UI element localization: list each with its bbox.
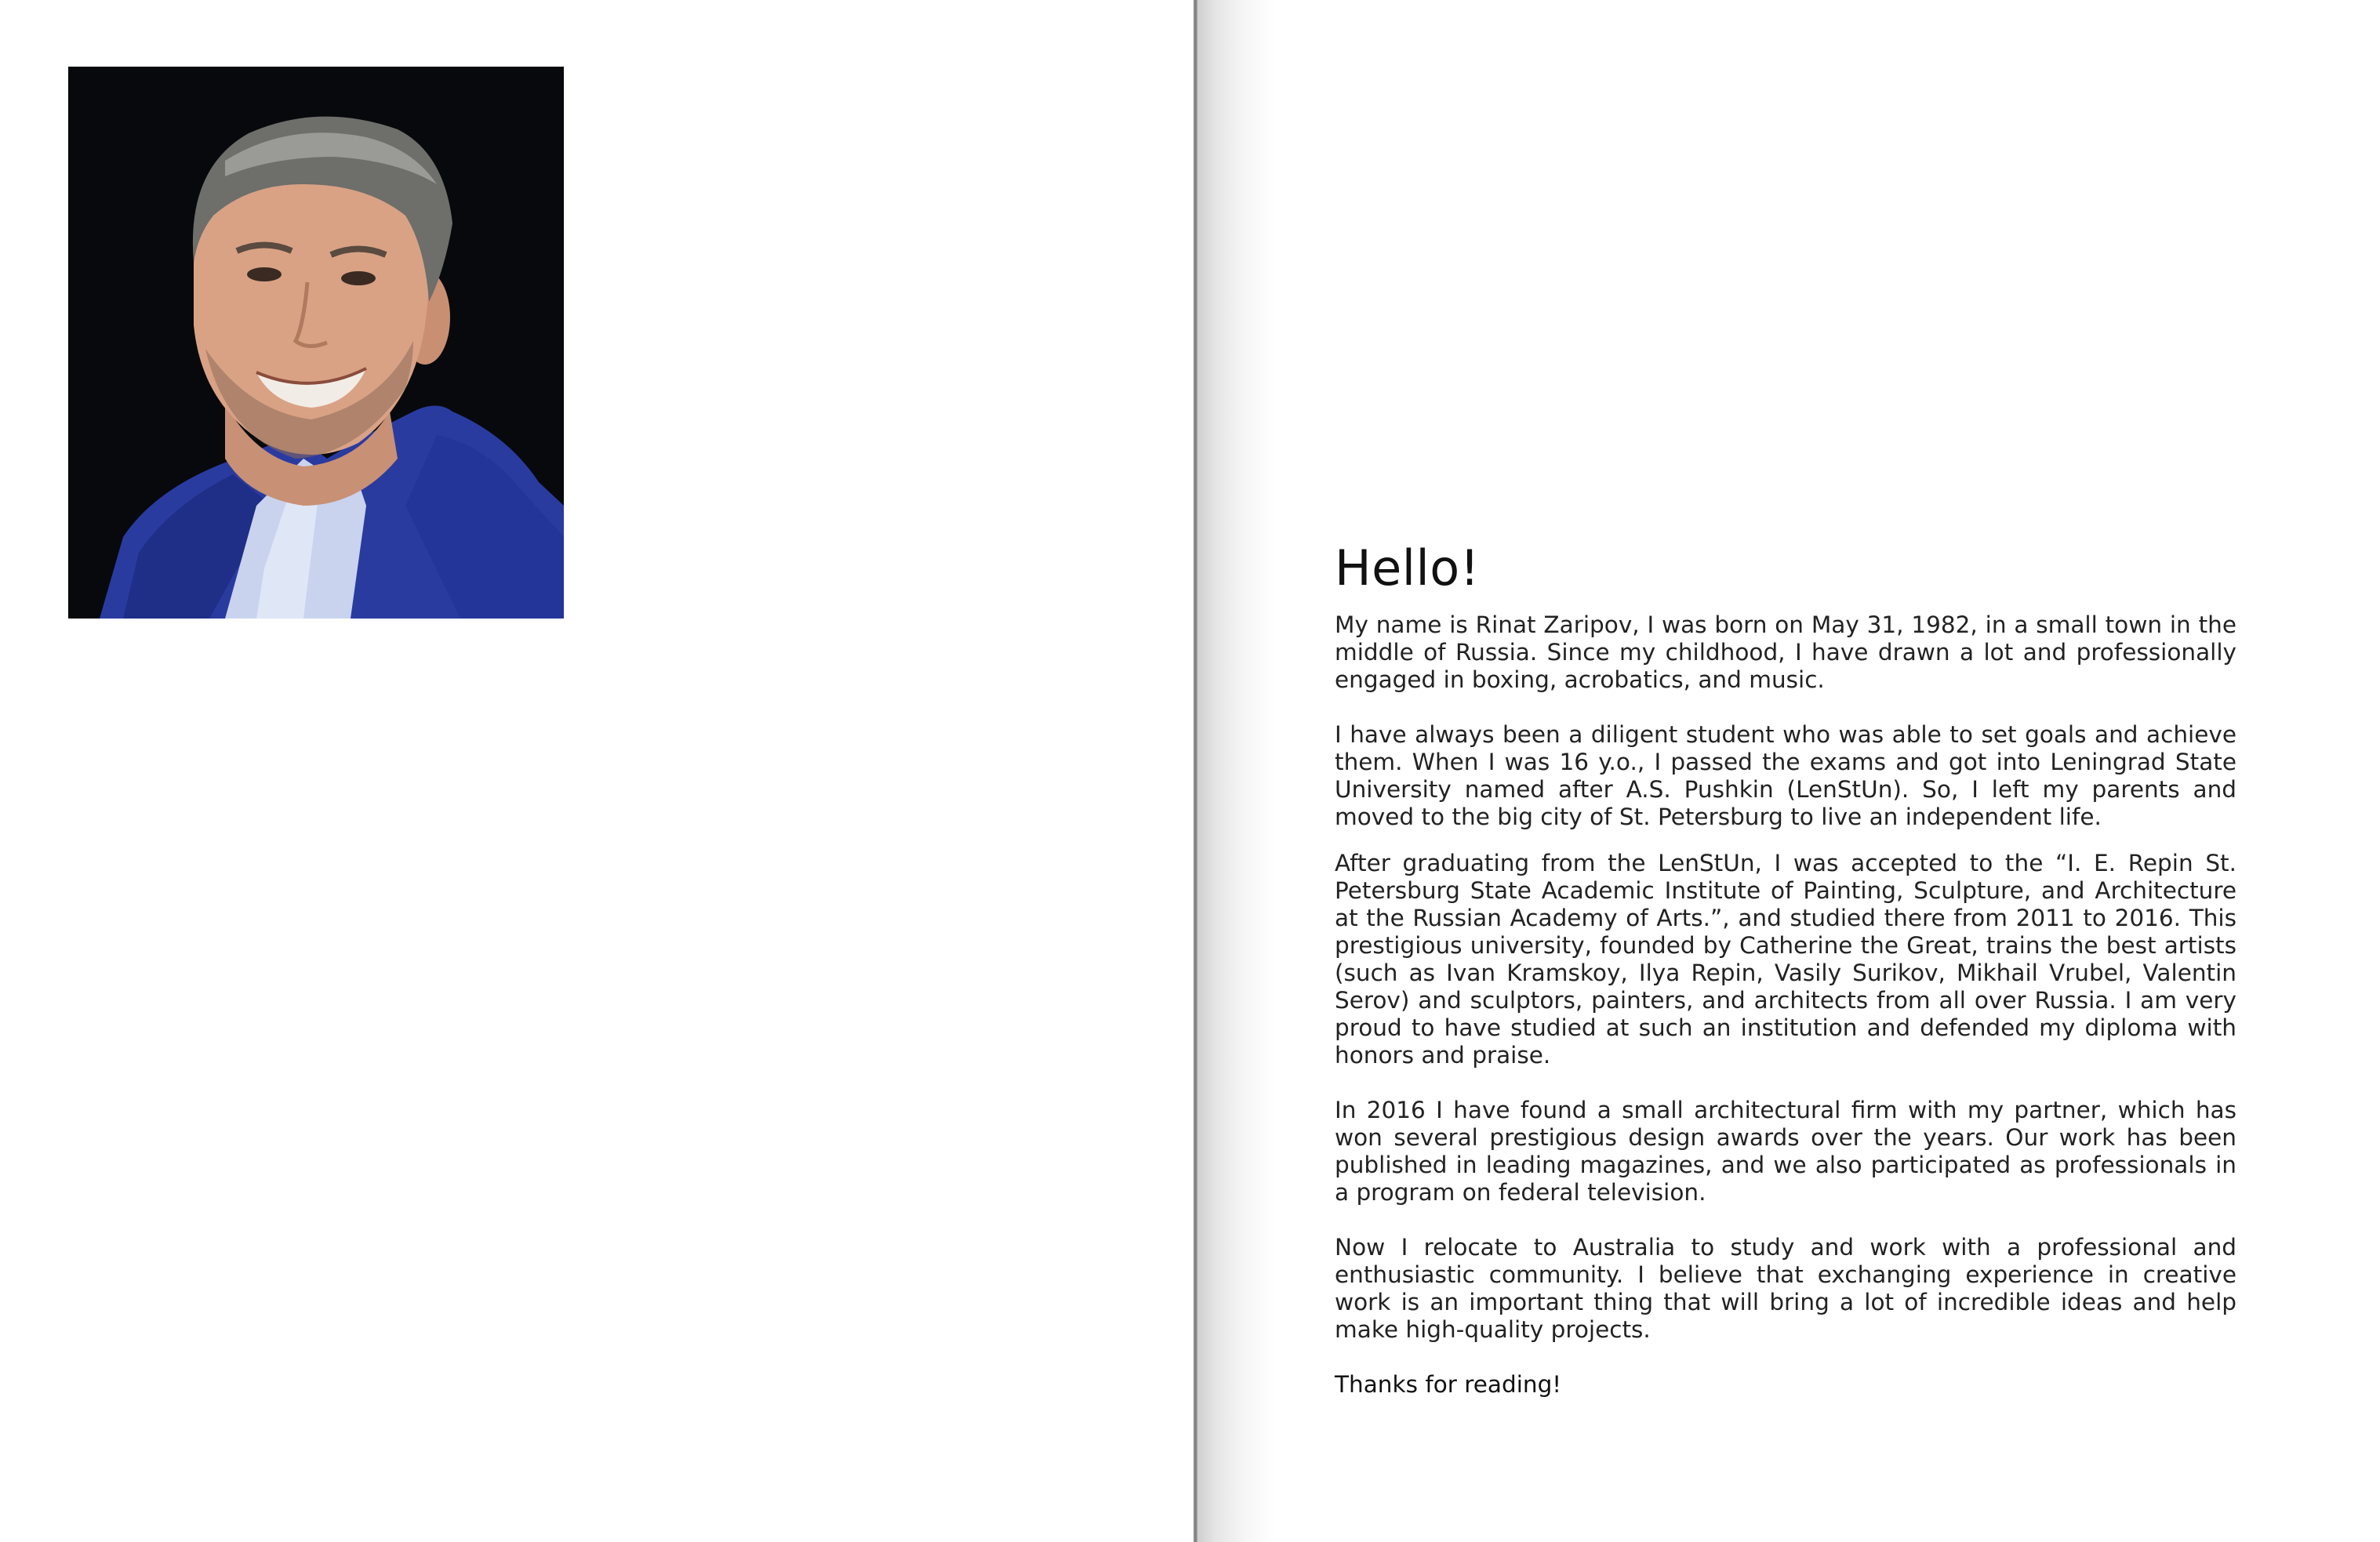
bio-paragraph-1: My name is Rinat Zaripov, I was born on May 31, 1982, in a small town in the middle of Russia. Since my childhood, I have drawn a lot and professionally engaged in boxing, acrobatics, and music. xyxy=(1335,611,2236,693)
bio-paragraph-5: Now I relocate to Australia to study and work with a professional and enthusiastic community. I believe that exchanging experience in creative work is an important thing that will bring a lot of incredible ideas and help make high-quality projects. xyxy=(1335,1234,2236,1343)
bio-paragraph-2: I have always been a diligent student who was able to set goals and achieve them. When I was 16 y.o., I passed the exams and got into Leningrad State University named after A.S. Pushkin (LenStUn). So, I left my parents and moved to the big city of St. Petersburg to live an independent life. xyxy=(1335,721,2236,830)
signoff-text: Thanks for reading! xyxy=(1335,1371,1562,1398)
portrait-photo-icon xyxy=(68,67,564,619)
bio-paragraph-3: After graduating from the LenStUn, I was accepted to the “I. E. Repin St. Petersburg State Academic Institute of Painting, Sculpture, and Architecture at the Russian Academy of Arts.”, and studied there from 2011 to 2016. This prestigious university, founded by Catherine the Great, trains the best artists (such as Ivan Kramskoy, Ilya Repin, Vasily Surikov, Mikhail Vrubel, Valentin Serov) and sculptors, painters, and architects from all over Russia. I am very proud to have studied at such an institution and defended my diploma with honors and praise. xyxy=(1335,850,2236,1069)
page-heading: Hello! xyxy=(1335,539,1481,597)
bio-text-block xyxy=(1335,539,2236,1399)
bio-paragraph-4: In 2016 I have found a small architectural firm with my partner, which has won several prestigious design awards over the years. Our work has been published in leading magazines, and we also participated as professionals in a program on federal television. xyxy=(1335,1097,2236,1206)
portrait-photo xyxy=(68,67,564,619)
